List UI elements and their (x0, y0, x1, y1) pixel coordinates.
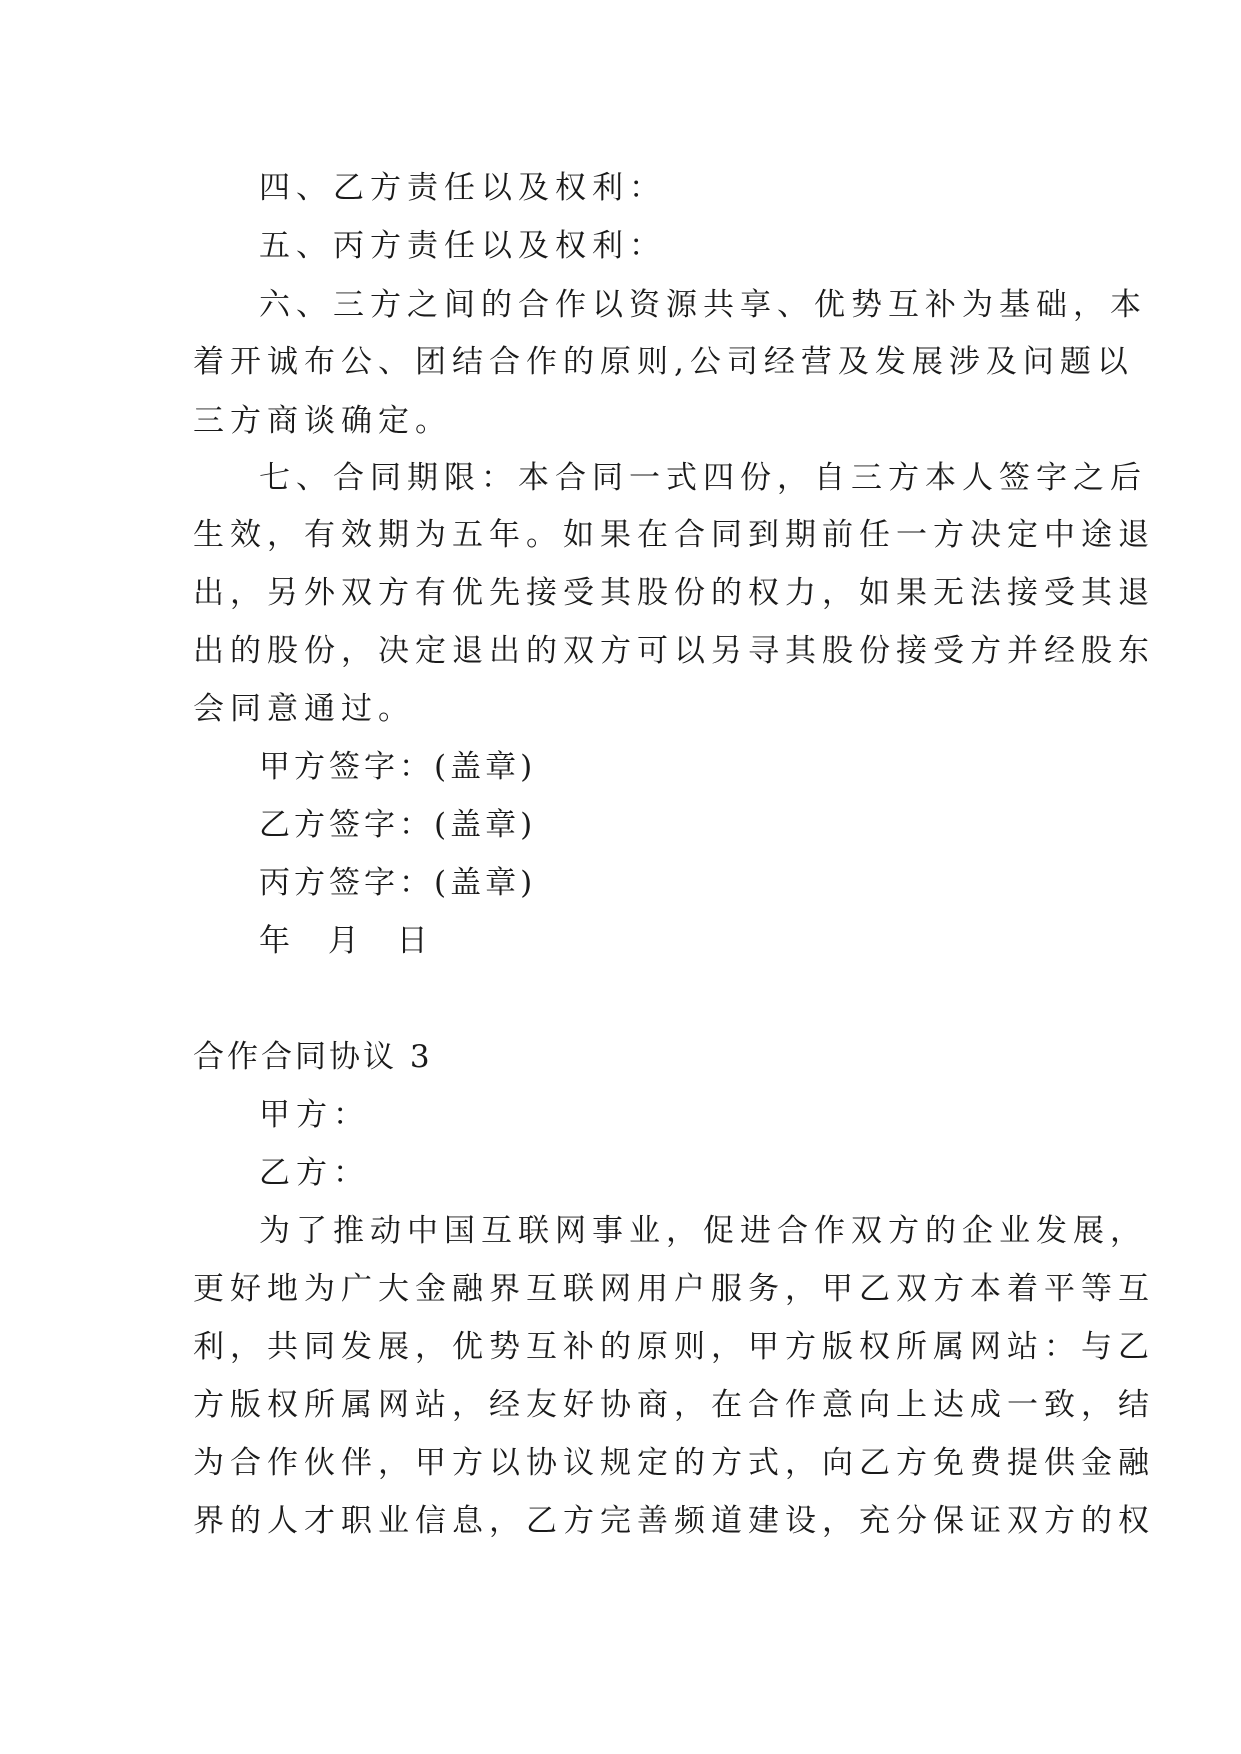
section-title: 合作合同协议 3 (193, 1039, 433, 1075)
intro-line-2: 更好地为广大金融界互联网用户服务，甲乙双方本着平等互 (193, 1271, 1155, 1307)
clause-6-line-3: 三方商谈确定。 (193, 403, 452, 439)
clause-4-heading: 四、乙方责任以及权利： (259, 170, 666, 206)
party-a-signature: 甲方签字：(盖章) (259, 749, 537, 785)
date-line: 年 月 日 (259, 923, 442, 959)
intro-line-3: 利，共同发展，优势互补的原则，甲方版权所属网站：与乙 (193, 1329, 1155, 1365)
party-c-signature: 丙方签字：(盖章) (259, 865, 537, 901)
clause-7-line-1: 七、合同期限：本合同一式四份，自三方本人签字之后 (259, 460, 1147, 496)
intro-line-1: 为了推动中国互联网事业，促进合作双方的企业发展， (259, 1213, 1147, 1249)
party-a-label: 甲方： (259, 1097, 370, 1133)
intro-line-6: 界的人才职业信息，乙方完善频道建设，充分保证双方的权 (193, 1503, 1155, 1539)
clause-5-heading: 五、丙方责任以及权利： (259, 228, 666, 264)
clause-6-line-1: 六、三方之间的合作以资源共享、优势互补为基础，本 (259, 287, 1147, 323)
party-b-signature: 乙方签字：(盖章) (259, 807, 537, 843)
clause-7-line-3: 出，另外双方有优先接受其股份的权力，如果无法接受其退 (193, 575, 1155, 611)
clause-6-line-2: 着开诚布公、团结合作的原则,公司经营及发展涉及问题以 (193, 344, 1134, 380)
clause-7-line-2: 生效，有效期为五年。如果在合同到期前任一方决定中途退 (193, 517, 1155, 553)
clause-7-line-5: 会同意通过。 (193, 691, 415, 727)
party-b-label: 乙方： (259, 1155, 370, 1191)
intro-line-4: 方版权所属网站，经友好协商，在合作意向上达成一致，结 (193, 1387, 1155, 1423)
clause-7-line-4: 出的股份，决定退出的双方可以另寻其股份接受方并经股东 (193, 633, 1155, 669)
intro-line-5: 为合作伙伴，甲方以协议规定的方式，向乙方免费提供金融 (193, 1445, 1155, 1481)
